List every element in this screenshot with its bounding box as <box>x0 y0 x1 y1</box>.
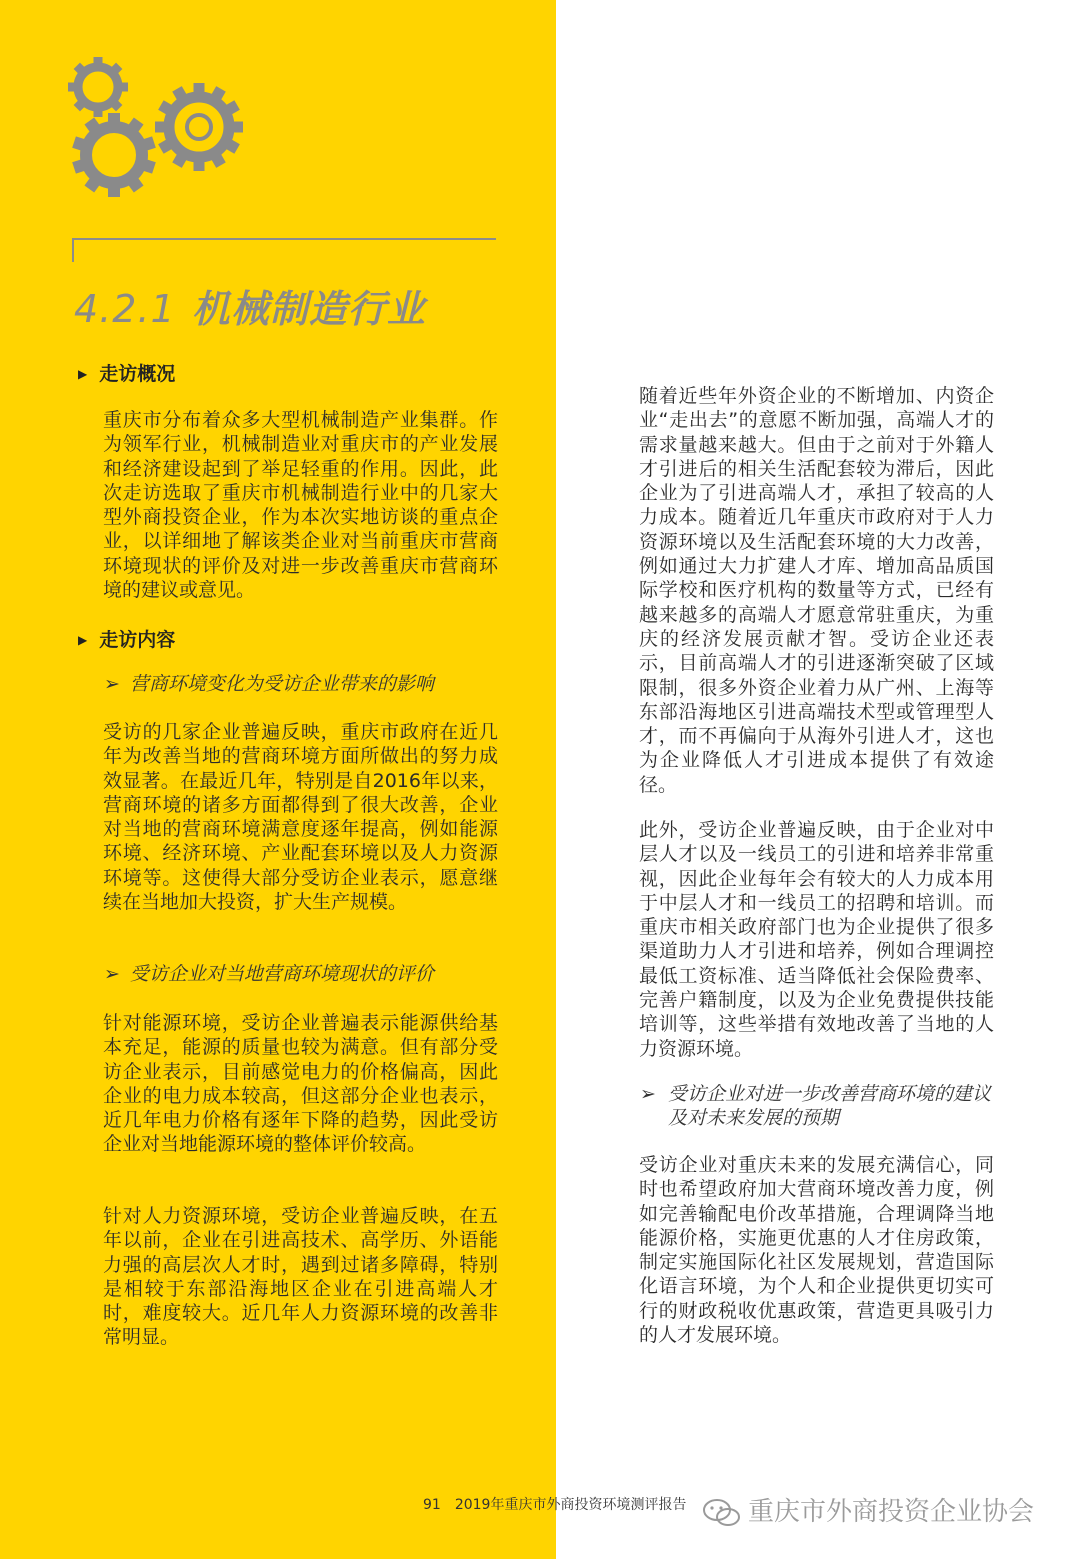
gear-tooth <box>94 107 103 117</box>
arrow-bullet-icon: ➢ <box>640 1083 656 1105</box>
gears-icon <box>66 55 256 210</box>
wechat-icon <box>702 1498 742 1528</box>
paragraph-suggestions: 受访企业对重庆未来的发展充满信心，同时也希望政府加大营商环境改善力度，例如完善输配电价改革措施，合理调降当地能源价格，实施更优惠的人才住房政策，制定实施国际化社区发展规划，营造国际化语言环境，为个人和企业提供更切实可行的财政税收优惠政策，营造更具吸引力的人才发展环境。 <box>639 1154 994 1347</box>
paragraph-impact: 受访的几家企业普遍反映，重庆市政府在近几年为改善当地的营商环境方面所做出的努力成效显著。在最近几年，特别是自2016年以来，营商环境的诸多方面都得到了很大改善，企业对当地的营商环境满意度逐年提高，例如能源环境、经济环境、产业配套环境以及人力资源环境等。这使得大部分受访企业表示，愿意继续在当地加大投资，扩大生产规模。 <box>103 721 498 914</box>
gear-tooth <box>155 122 167 133</box>
heading-visit-content <box>78 625 175 652</box>
subheading-impact <box>104 672 504 696</box>
paragraph-hr: 针对人力资源环境，受访企业普遍反映，在五年以前，企业在引进高技术、高学历、外语能力强的高层次人才时，遇到过诸多障碍，特别是相较于东部沿海地区企业在引进高端人才时，难度较大。近几年人力资源环境的改善非常明显。 <box>103 1205 498 1349</box>
paragraph-midlevel: 此外，受访企业普遍反映，由于企业对中层人才以及一线员工的引进和培养非常重视，因此企业每年会有较大的人力成本用于中层人才和一线员工的招聘和培训。而重庆市相关政府部门也为企业提供了很多渠道助力人才引进和培养，例如合理调控最低工资标准、适当降低社会保险费率、完善户籍制度，以及为企业免费提供技能培训等，这些举措有效地改善了当地的人力资源环境。 <box>639 819 994 1060</box>
gear-tooth <box>108 185 120 197</box>
triangle-bullet-icon: ▶ <box>78 633 88 647</box>
watermark <box>702 1491 1034 1528</box>
section-title <box>74 278 426 333</box>
gear-tooth <box>194 159 205 171</box>
page-footer <box>423 1494 686 1514</box>
subheading-evaluation <box>104 962 504 986</box>
gear-tooth <box>194 83 205 95</box>
section-title-text: 机械制造行业 <box>191 287 426 331</box>
gear-tooth <box>108 113 120 125</box>
arrow-bullet-icon: ➢ <box>104 963 120 985</box>
paragraph-talent: 随着近些年外资企业的不断增加、内资企业“走出去”的意愿不断加强，高端人才的需求量越来越大。但由于之前对于外籍人才引进后的相关生活配套较为滞后，因此企业为了引进高端人才，承担了较高的人力成本。随着近几年重庆市政府对于人力资源环境以及生活配套环境的大力改善，例如通过大力扩建人才库、增加高品质国际学校和医疗机构的数量等方式，已经有越来越多的高端人才愿意常驻重庆，为重庆的经济发展贡献才智。受访企业还表示，目前高端人才的引进逐渐突破了区域限制，很多外资企业着力从广州、上海等东部沿海地区引进高端技术型或管理型人才，而不再偏向于从海外引进人才，这也为企业降低人才引进成本提供了有效途径。 <box>639 385 994 796</box>
watermark-text: 重庆市外商投资企业协会 <box>748 1497 1035 1527</box>
paragraph-energy: 针对能源环境，受访企业普遍表示能源供给基本充足，能源的质量也较为满意。但有部分受访企业表示，目前感觉电力的价格偏高，因此企业的电力成本较高，但这部分企业也表示，近几年电力价格有逐年下降的趋势，因此受访企业对当地能源环境的整体评价较高。 <box>103 1012 498 1156</box>
section-rule <box>72 238 496 262</box>
subheading-suggestions-label: 受访企业对进一步改善营商环境的建议及对未来发展的预期 <box>668 1083 992 1129</box>
gear-tooth <box>94 57 103 67</box>
heading-visit-content-label: 走访内容 <box>99 629 176 651</box>
subheading-evaluation-label: 受访企业对当地营商环境现状的评价 <box>129 963 434 985</box>
heading-visit-overview-label: 走访概况 <box>99 363 176 385</box>
heading-visit-overview <box>78 359 175 386</box>
gear-tooth <box>68 83 78 92</box>
gear-tooth <box>231 122 243 133</box>
subheading-impact-label: 营商环境变化为受访企业带来的影响 <box>129 673 434 695</box>
section-number: 4.2.1 <box>74 287 176 331</box>
arrow-bullet-icon: ➢ <box>104 673 120 695</box>
subheading-suggestions <box>640 1082 1000 1130</box>
page-number: 91 <box>423 1497 441 1513</box>
report-title: 2019年重庆市外商投资环境测评报告 <box>454 1497 687 1513</box>
paragraph-overview: 重庆市分布着众多大型机械制造产业集群。作为领军行业，机械制造业对重庆市的产业发展和经济建设起到了举足轻重的作用。因此，此次走访选取了重庆市机械制造行业中的几家大型外商投资企业，作为本次实地访谈的重点企业，以详细地了解该类企业对当前重庆市营商环境现状的评价及对进一步改善重庆市营商环境的建议或意见。 <box>103 409 498 602</box>
gear-tooth <box>118 83 128 92</box>
triangle-bullet-icon: ▶ <box>78 367 88 381</box>
